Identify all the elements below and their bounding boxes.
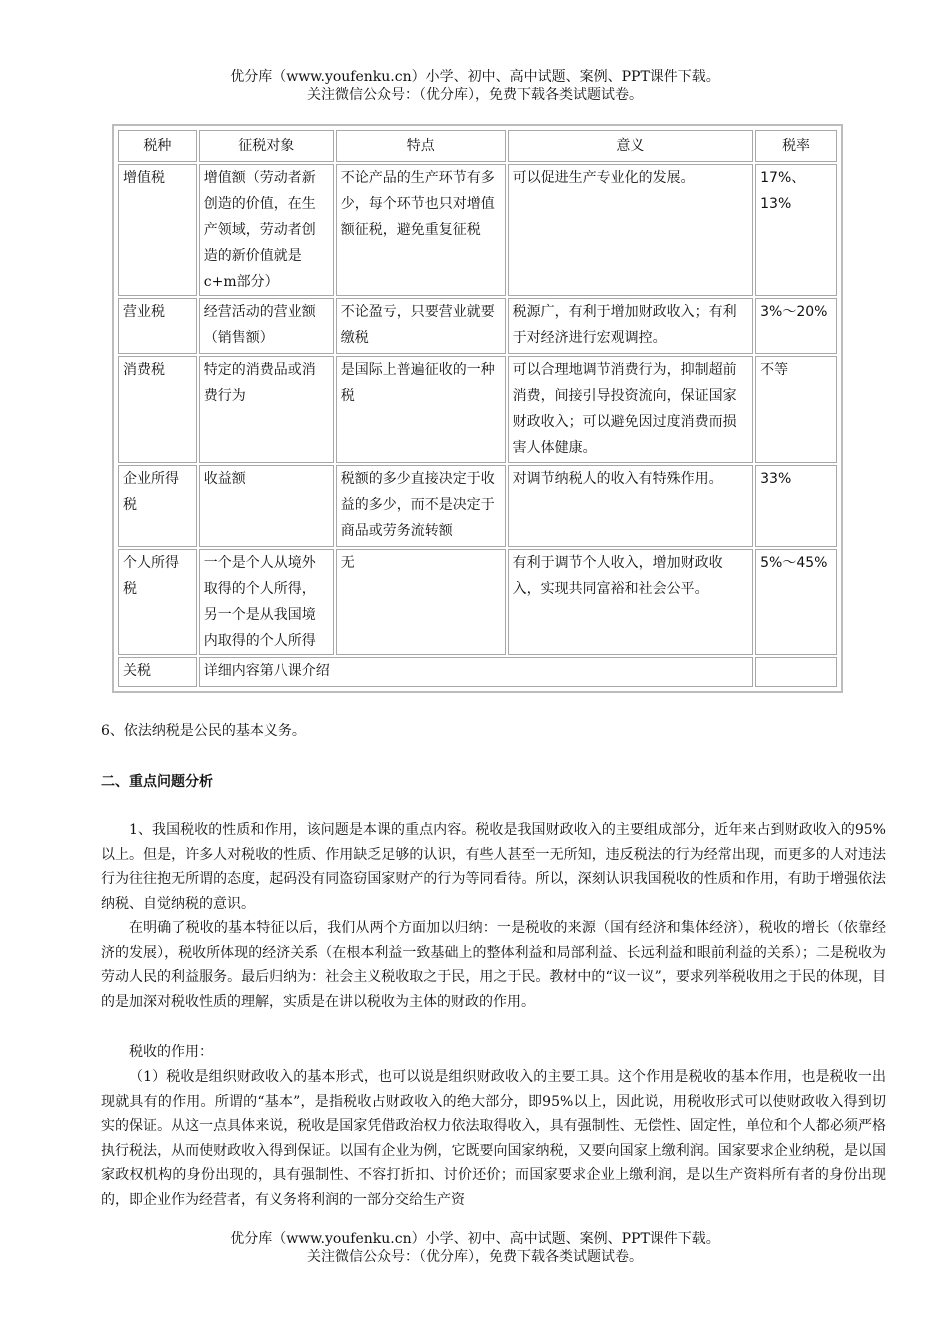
paragraph-3: 税收的作用：	[129, 1044, 213, 1060]
col-header-feature: 特点	[336, 130, 506, 162]
cell-tax: 企业所得税	[118, 465, 197, 547]
cell-rate	[755, 657, 837, 687]
col-header-rate: 税率	[755, 130, 837, 162]
cell-object: 经营活动的营业额（销售额）	[199, 298, 334, 354]
col-header-tax: 税种	[118, 130, 197, 162]
cell-tax: 个人所得税	[118, 549, 197, 655]
page-footer	[0, 1230, 950, 1266]
table-row	[118, 465, 837, 547]
tax-table	[112, 124, 843, 693]
col-header-object: 征税对象	[199, 130, 334, 162]
col-header-meaning: 意义	[508, 130, 754, 162]
cell-tax: 营业税	[118, 298, 197, 354]
footer-line-1: 优分库（www.youfenku.cn）小学、初中、高中试题、案例、PPT课件下载。	[230, 1231, 720, 1247]
item-6: 6、依法纳税是公民的基本义务。	[101, 723, 306, 739]
header-line-2: 关注微信公众号：（优分库），免费下载各类试题试卷。	[307, 87, 643, 103]
cell-feature: 无	[336, 549, 506, 655]
table-header-row	[118, 130, 837, 162]
cell-object: 详细内容第八课介绍	[199, 657, 753, 687]
cell-object: 一个是个人从境外取得的个人所得，另一个是从我国境内取得的个人所得	[199, 549, 334, 655]
cell-meaning: 对调节纳税人的收入有特殊作用。	[508, 465, 754, 547]
table-row	[118, 356, 837, 463]
cell-tax: 消费税	[118, 356, 197, 463]
cell-object: 收益额	[199, 465, 334, 547]
footer-line-2: 关注微信公众号：（优分库），免费下载各类试题试卷。	[307, 1249, 643, 1265]
cell-feature: 不论盈亏，只要营业就要缴税	[336, 298, 506, 354]
section-heading: 二、重点问题分析	[101, 774, 213, 790]
cell-object: 特定的消费品或消费行为	[199, 356, 334, 463]
paragraph-4: （1）税收是组织财政收入的基本形式，也可以说是组织财政收入的主要工具。这个作用是税收的基本作用，也是税收一出现就具有的作用。所谓的“基本”，是指税收占财政收入的绝大部分，即95%以上，因此说，用税收形式可以使财政收入得到切实的保证。从这一点具体来说，税收是国家凭借政治权力依法取得收入，具有强制性、无偿性、固定性，单位和个人都必须严格执行税法，从而使财政收入得到保证。以国有企业为例，它既要向国家纳税，又要向国家上缴利润。国家要求企业纳税，是以国家政权机构的身份出现的，具有强制性、不容打折扣、讨价还价；而国家要求企业上缴利润，是以生产资料所有者的身份出现的，即企业作为经营者，有义务将利润的一部分交给生产资	[101, 1069, 886, 1208]
cell-meaning: 可以促进生产专业化的发展。	[508, 164, 754, 296]
cell-rate: 3%～20%	[755, 298, 837, 354]
header-line-1: 优分库（www.youfenku.cn）小学、初中、高中试题、案例、PPT课件下载。	[230, 69, 720, 85]
cell-rate: 33%	[755, 465, 837, 547]
cell-rate: 不等	[755, 356, 837, 463]
table-row	[118, 298, 837, 354]
cell-tax: 关税	[118, 657, 197, 687]
cell-feature: 不论产品的生产环节有多少，每个环节也只对增值额征税，避免重复征税	[336, 164, 506, 296]
table-row	[118, 657, 837, 687]
paragraph-2: 在明确了税收的基本特征以后，我们从两个方面加以归纳：一是税收的来源（国有经济和集体经济），税收的增长（依靠经济的发展），税收所体现的经济关系（在根本利益一致基础上的整体利益和局部利益、长远利益和眼前利益的关系）；二是税收为劳动人民的利益服务。最后归纳为：社会主义税收取之于民，用之于民。教材中的“议一议”，要求列举税收用之于民的体现，目的是加深对税收性质的理解，实质是在讲以税收为主体的财政的作用。	[101, 920, 886, 1010]
cell-rate: 17%、13%	[755, 164, 837, 296]
cell-meaning: 税源广，有利于增加财政收入；有利于对经济进行宏观调控。	[508, 298, 754, 354]
cell-tax: 增值税	[118, 164, 197, 296]
page-header	[0, 68, 950, 104]
cell-meaning: 有利于调节个人收入，增加财政收入，实现共同富裕和社会公平。	[508, 549, 754, 655]
cell-feature: 是国际上普遍征收的一种税	[336, 356, 506, 463]
table-row	[118, 549, 837, 655]
cell-rate: 5%～45%	[755, 549, 837, 655]
cell-meaning: 可以合理地调节消费行为，抑制超前消费，间接引导投资流向，保证国家财政收入；可以避免因过度消费而损害人体健康。	[508, 356, 754, 463]
table-row	[118, 164, 837, 296]
paragraph-1: 1、我国税收的性质和作用，该问题是本课的重点内容。税收是我国财政收入的主要组成部分，近年来占到财政收入的95%以上。但是，许多人对税收的性质、作用缺乏足够的认识，有些人甚至一无所知，违反税法的行为经常出现，而更多的人对违法行为往往抱无所谓的态度，起码没有同盗窃国家财产的行为等同看待。所以，深刻认识我国税收的性质和作用，有助于增强依法纳税、自觉纳税的意识。	[101, 822, 886, 912]
cell-feature: 税额的多少直接决定于收益的多少，而不是决定于商品或劳务流转额	[336, 465, 506, 547]
cell-object: 增值额（劳动者新创造的价值，在生产领域，劳动者创造的新价值就是c+m部分）	[199, 164, 334, 296]
